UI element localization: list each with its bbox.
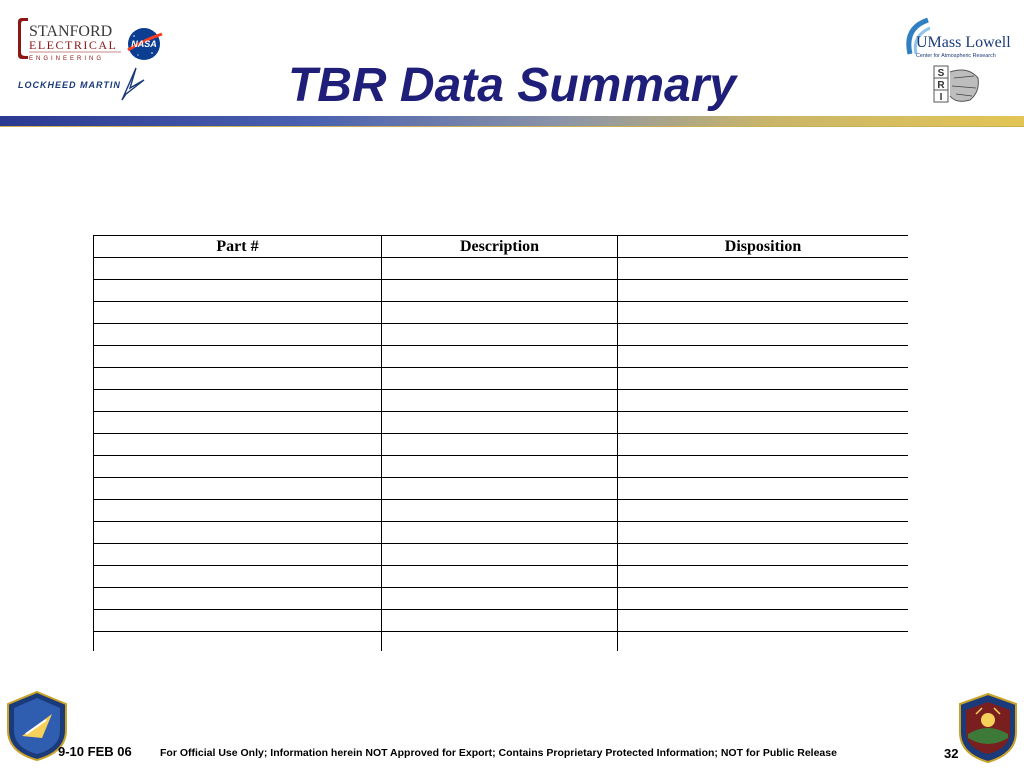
stanford-text: STANFORD [29,23,113,40]
cell-disposition [618,434,909,456]
table-row [94,500,909,522]
table-row [94,324,909,346]
table-row [94,478,909,500]
cell-disposition [618,610,909,632]
cell-part-number [94,434,382,456]
cell-description [382,390,618,412]
column-header-part-number: Part # [94,236,382,258]
cell-disposition [618,632,909,652]
column-header-description: Description [382,236,618,258]
umass-text: UMass Lowell [916,34,1011,51]
cell-disposition [618,346,909,368]
cell-part-number [94,412,382,434]
stanford-ee-logo [16,16,126,64]
page-number: 32 [944,746,959,761]
table-row [94,522,909,544]
cell-part-number [94,324,382,346]
header-divider-line [0,126,1024,127]
cell-disposition [618,390,909,412]
umass-lowell-logo [902,16,1014,62]
header-divider-bar [0,116,1024,126]
cell-disposition [618,302,909,324]
table-row [94,544,909,566]
footer-date: 9-10 FEB 06 [58,744,132,759]
table-row [94,456,909,478]
table-row [94,412,909,434]
table-row [94,368,909,390]
column-header-disposition: Disposition [618,236,909,258]
cell-disposition [618,566,909,588]
sri-letter-i: I [939,92,943,103]
cell-description [382,632,618,652]
cell-part-number [94,478,382,500]
cell-part-number [94,456,382,478]
lockheed-text: LOCKHEED MARTIN [18,80,121,90]
engineering-text: ENGINEERING [29,56,105,62]
cell-part-number [94,258,382,280]
cell-part-number [94,346,382,368]
table-row [94,302,909,324]
cell-disposition [618,456,909,478]
cell-description [382,566,618,588]
table-row [94,346,909,368]
table-row [94,258,909,280]
cell-disposition [618,544,909,566]
cell-description [382,500,618,522]
cell-part-number [94,588,382,610]
nasa-text: NASA [131,39,157,49]
electrical-text: ELECTRICAL [29,38,118,52]
cell-part-number [94,280,382,302]
page-title: TBR Data Summary [287,59,737,113]
table-row [94,588,909,610]
cell-disposition [618,280,909,302]
cell-disposition [618,258,909,280]
cell-description [382,544,618,566]
sri-logo [930,64,982,104]
cell-description [382,324,618,346]
cell-description [382,478,618,500]
cell-disposition [618,412,909,434]
cell-description [382,280,618,302]
table-row [94,280,909,302]
cell-part-number [94,544,382,566]
cell-disposition [618,324,909,346]
cell-disposition [618,588,909,610]
cell-disposition [618,478,909,500]
cell-part-number [94,302,382,324]
table-row [94,610,909,632]
cell-part-number [94,390,382,412]
cell-description [382,412,618,434]
lockheed-martin-logo [18,66,148,102]
cell-description [382,346,618,368]
cell-description [382,610,618,632]
cell-description [382,368,618,390]
nasa-logo [124,26,164,62]
cell-disposition [618,500,909,522]
cell-description [382,588,618,610]
cell-description [382,522,618,544]
table-row [94,434,909,456]
cell-part-number [94,522,382,544]
cell-disposition [618,522,909,544]
right-seal-emblem [956,692,1020,764]
cell-part-number [94,566,382,588]
table-header-row [94,236,909,258]
tbr-data-table [93,235,908,651]
cell-disposition [618,368,909,390]
cell-description [382,456,618,478]
cell-description [382,302,618,324]
tbr-table-container [93,235,908,651]
footer-notice: For Official Use Only; Information herein NOT Approved for Export; Contains Proprietary Protected Information; NOT for Public Release [160,747,837,759]
table-body [94,258,909,652]
sri-letter-r: R [937,80,945,91]
table-row [94,390,909,412]
cell-part-number [94,632,382,652]
sri-letter-s: S [937,68,945,79]
table-row [94,632,909,652]
table-row [94,566,909,588]
cell-part-number [94,368,382,390]
cell-description [382,434,618,456]
cell-description [382,258,618,280]
umass-subtext: Center for Atmospheric Research [916,53,996,59]
cell-part-number [94,500,382,522]
cell-part-number [94,610,382,632]
